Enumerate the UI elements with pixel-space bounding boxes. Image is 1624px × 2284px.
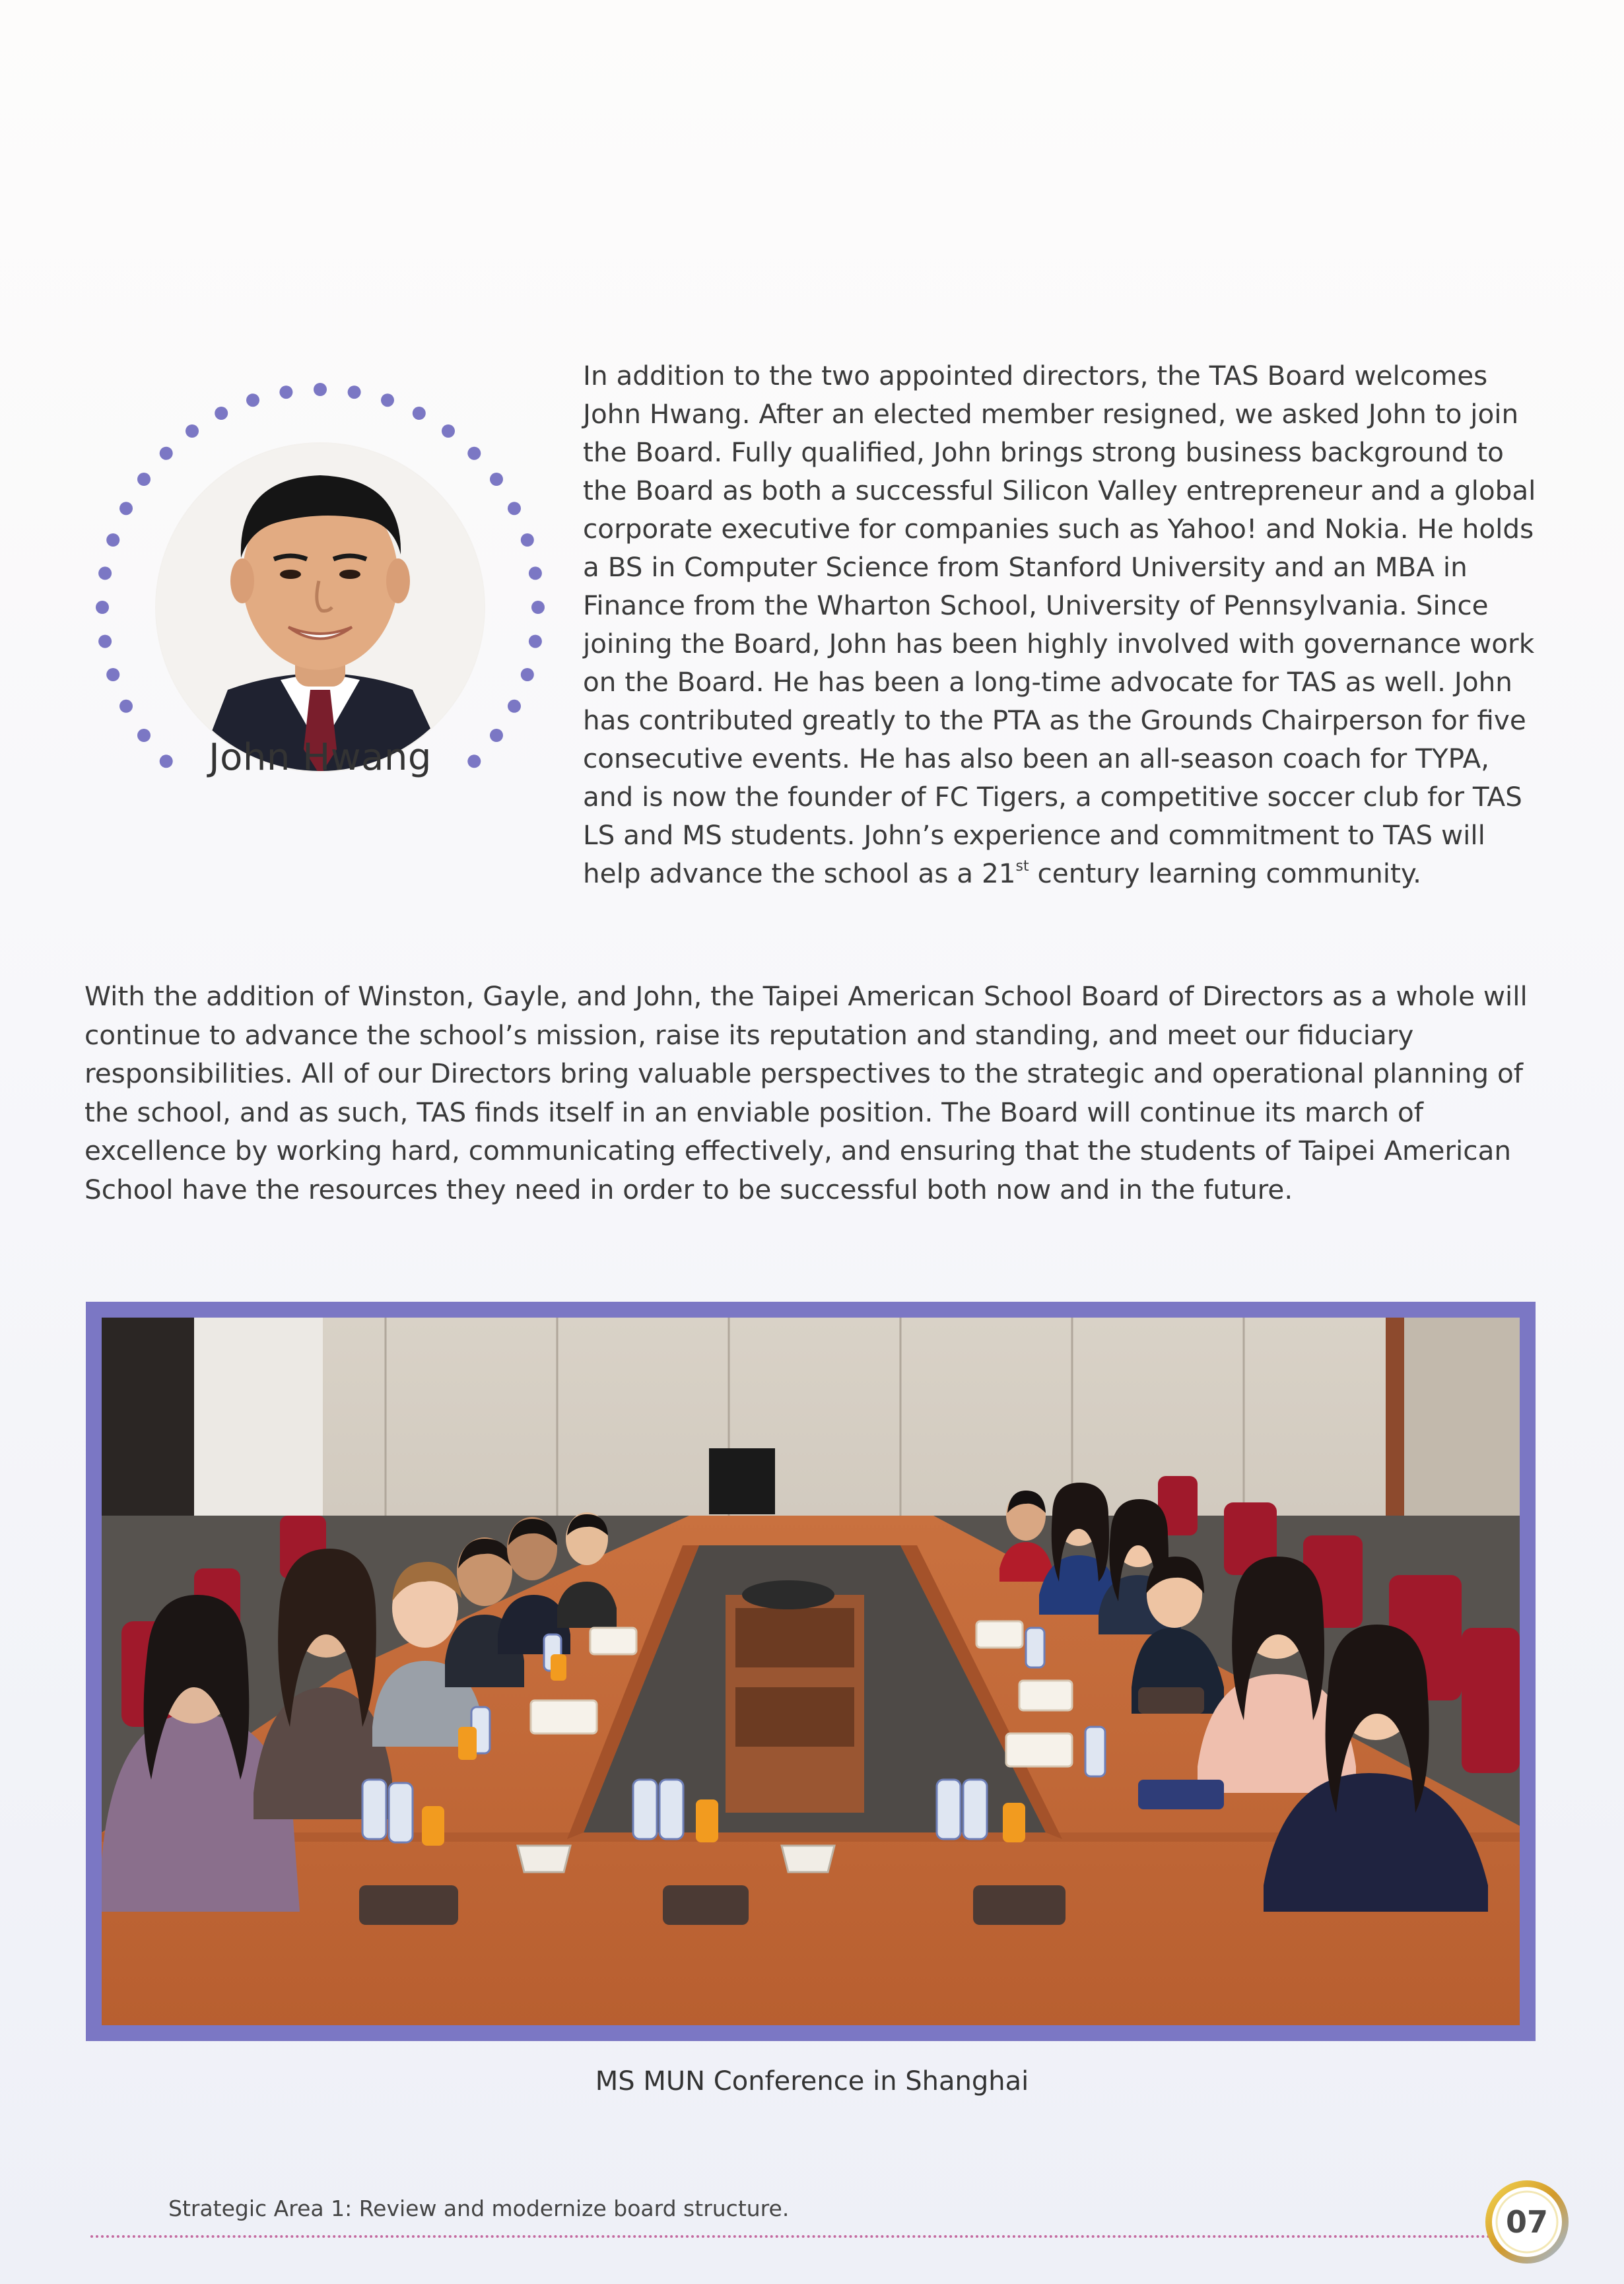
ring-dot [521, 668, 534, 681]
ring-dot [106, 668, 119, 681]
ring-dot [119, 502, 133, 515]
ring-dot [119, 700, 133, 713]
ring-dot [442, 424, 455, 438]
ring-dot [160, 447, 173, 460]
page-number: 07 [1505, 2204, 1548, 2240]
summary-text: With the addition of Winston, Gayle, and John, the Taipei American School Board of Directors as a whole will continue to advance the school’s mission, raise its reputation and standing, and meet our fiduciary responsibilities. All of our Directors bring valuable perspectives to the strategic and operational planning of the school, and as such, TAS finds itself in an enviable position. The Board will continue its march of excellence by working hard, communicating effectively, and ensuring that the students of Taipei American School have the resources they need in order to be successful both now and in the future. [85, 980, 1528, 1205]
intro-text: In addition to the two appointed directors, the TAS Board welcomes John Hwang. After an elected member resigned, we asked John to join the Board. Fully qualified, John brings strong business background to the Board as both a successful Silicon Valley entrepreneur and a global corporate executive for companies such as Yahoo! and Nokia. He holds a BS in Computer Science from Stanford University and an MBA in Finance from the Wharton School, University of Pennsylvania. Since joining the Board, John has been highly involved with governance work on the Board. He has been a long-time advocate for TAS as well. John has contributed greatly to the PTA as the Grounds Chairperson for five consecutive events. He has also been an all-season coach for TYPA, and is now the founder of FC Tigers, a competitive soccer club for TAS LS and MS students. John’s experience and commitment to TAS will help advance the school as a 21 [583, 360, 1536, 889]
ring-dot [508, 700, 521, 713]
ring-dot [98, 635, 112, 648]
ring-dot [137, 473, 151, 486]
ring-dot [521, 533, 534, 547]
intro-text-end: century learning community. [1029, 857, 1421, 889]
conference-photo [102, 1318, 1520, 2025]
ring-dot [348, 386, 361, 399]
ring-dot [508, 502, 521, 515]
ring-dot [467, 447, 481, 460]
ring-dot [186, 424, 199, 438]
footer-strategic-area: Strategic Area 1: Review and modernize board structure. [168, 2196, 790, 2221]
conference-photo-frame [86, 1302, 1536, 2041]
ring-dot [96, 601, 109, 614]
footer-dotted-rule [90, 2235, 1491, 2238]
intro-superscript: st [1015, 858, 1029, 875]
ring-dot [98, 566, 112, 580]
ring-dot [490, 473, 503, 486]
ring-dot [279, 386, 292, 399]
ring-dot [529, 635, 542, 648]
profile-name: John Hwang [209, 736, 432, 779]
ring-dot [215, 407, 228, 420]
ring-dot [413, 407, 426, 420]
ring-dot [314, 383, 327, 396]
ring-dot [531, 601, 545, 614]
ring-dot [529, 566, 542, 580]
ring-dot [381, 393, 394, 407]
summary-paragraph [85, 977, 1540, 1209]
profile-badge [83, 380, 558, 842]
ring-dot [246, 393, 259, 407]
photo-caption: MS MUN Conference in Shanghai [595, 2066, 1029, 2097]
ring-dot [106, 533, 119, 547]
intro-paragraph [583, 356, 1543, 892]
